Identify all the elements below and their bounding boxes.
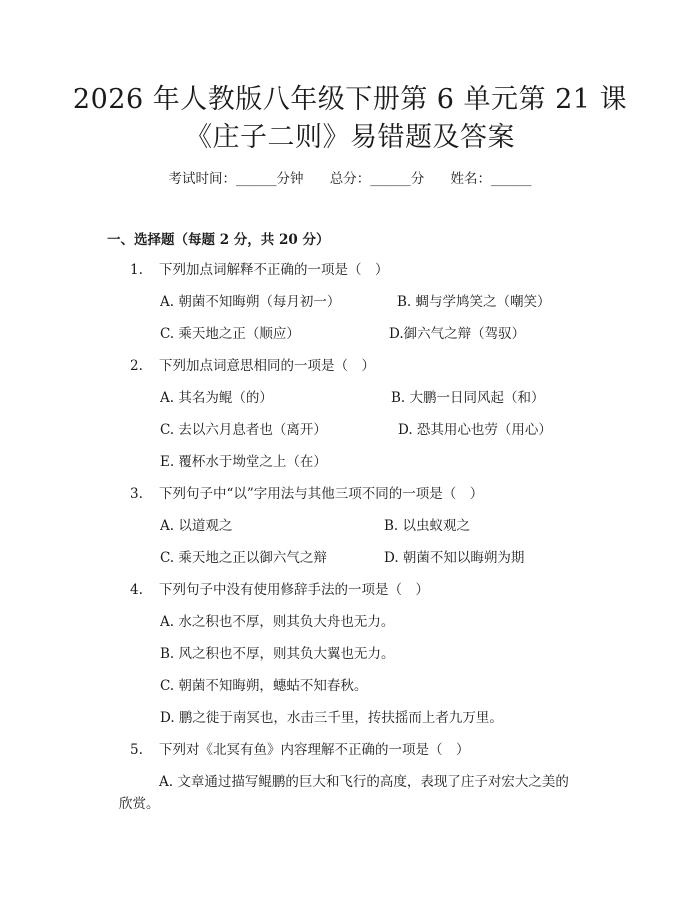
page-title-line1: 2026 年人教版八年级下册第 6 单元第 21 课: [72, 84, 628, 115]
option-a: A. 水之积也不厚，则其负大舟也无力。: [160, 614, 395, 630]
option-a: A. 其名为鲲（的）: [160, 390, 273, 406]
question-number: 2.: [130, 358, 143, 374]
option-d: D. 恐其用心也劳（用心）: [398, 422, 552, 438]
option-c: C. 乘天地之正（顺应）: [160, 326, 300, 342]
option-d: D. 朝菌不知以晦朔为期: [384, 550, 525, 566]
question-text: 下列句子中没有使用修辞手法的一项是（ ）: [159, 582, 429, 598]
option-c: C. 乘天地之正以御六气之辩: [160, 550, 327, 566]
exam-score: 总分：______分: [329, 171, 425, 187]
option-b: B. 大鹏一日同风起（和）: [391, 390, 545, 406]
option-d: D.御六气之辩（驾驭）: [389, 326, 526, 342]
option-c: C. 去以六月息者也（离开）: [160, 422, 327, 438]
question-text: 下列句子中“以”字用法与其他三项不同的一项是（ ）: [159, 486, 484, 502]
question-text: 下列对《北冥有鱼》内容理解不正确的一项是（ ）: [159, 742, 470, 758]
question-text: 下列加点词意思相同的一项是（ ）: [159, 358, 375, 374]
option-e: E. 覆杯水于坳堂之上（在）: [160, 454, 327, 470]
question-number: 5.: [130, 742, 143, 758]
option-a: A. 朝菌不知晦朔（每月初一）: [160, 294, 341, 310]
question-number: 3.: [130, 486, 143, 502]
exam-time: 考试时间：______分钟: [168, 171, 304, 187]
option-b: B. 蜩与学鸠笑之（嘲笑）: [397, 294, 551, 310]
exam-meta: [0, 169, 700, 189]
question-text: 下列加点词解释不正确的一项是（ ）: [159, 262, 389, 278]
option-b: B. 以虫蚁观之: [384, 518, 471, 534]
page-title-line2: 《庄子二则》易错题及答案: [185, 122, 515, 153]
option-a: A. 文章通过描写鲲鹏的巨大和飞行的高度，表现了庄子对宏大之美的欣赏。: [119, 774, 569, 812]
question-number: 1.: [130, 262, 143, 278]
section-heading: 一、选择题（每题 2 分，共 20 分）: [107, 232, 330, 248]
option-d: D. 鹏之徙于南冥也，水击三千里，抟扶摇而上者九万里。: [160, 710, 503, 726]
question-number: 4.: [130, 582, 143, 598]
option-b: B. 风之积也不厚，则其负大翼也无力。: [160, 646, 395, 662]
option-a: A. 以道观之: [160, 518, 233, 534]
option-c: C. 朝菌不知晦朔，蟪蛄不知春秋。: [160, 678, 368, 694]
exam-name: 姓名：______: [450, 171, 532, 187]
